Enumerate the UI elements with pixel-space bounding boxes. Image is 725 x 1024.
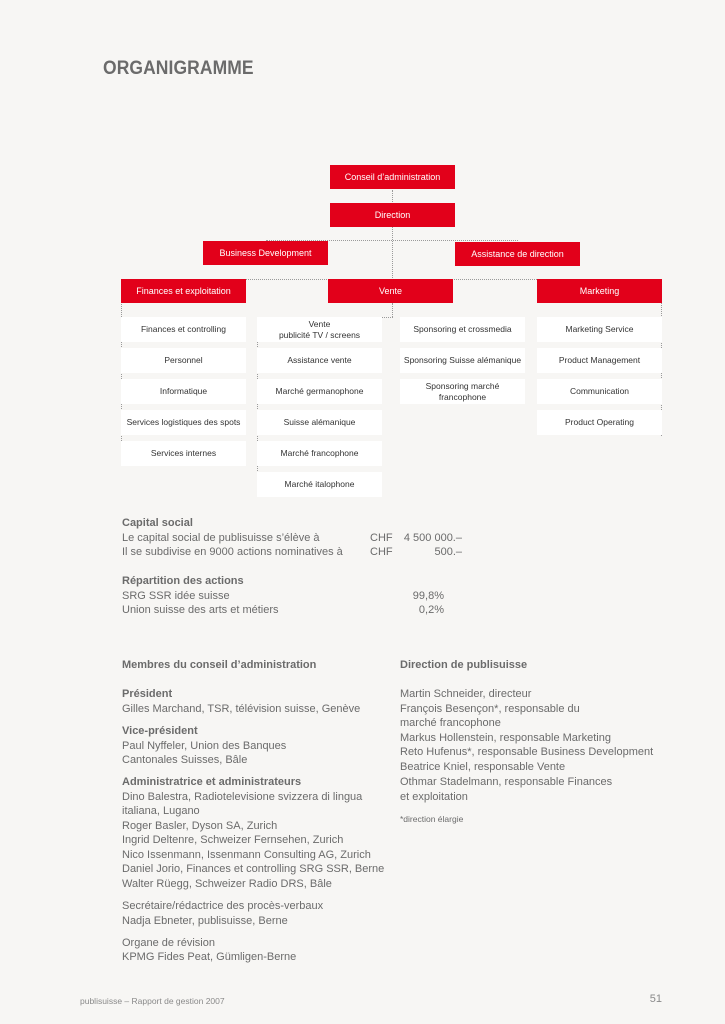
- shares-row-label: Union suisse des arts et métiers: [122, 604, 279, 616]
- direction-line: Markus Hollenstein, responsable Marketing: [400, 732, 611, 744]
- org-vente-box: Vente: [328, 279, 453, 303]
- shares-heading: Répartition des actions: [122, 575, 244, 587]
- vice-title: Vice-président: [122, 725, 198, 737]
- org-marketing-box: Marketing: [537, 279, 662, 303]
- admin-line: Ingrid Deltenre, Schweizer Fernsehen, Zurich: [122, 834, 344, 846]
- org-finances-item: Finances et controlling: [121, 317, 246, 342]
- direction-line: François Besençon*, responsable du: [400, 703, 580, 715]
- org-marketing-item: Product Operating: [537, 410, 662, 435]
- org-finances-item: Informatique: [121, 379, 246, 404]
- admin-line: Walter Rüegg, Schweizer Radio DRS, Bâle: [122, 878, 332, 890]
- org-finances-box: Finances et exploitation: [121, 279, 246, 303]
- org-vente-item: Suisse alémanique: [257, 410, 382, 435]
- org-vente-item: Marché italophone: [257, 472, 382, 497]
- direction-line: Martin Schneider, directeur: [400, 688, 532, 700]
- direction-heading: Direction de publisuisse: [400, 659, 528, 671]
- admins-title: Administratrice et administrateurs: [122, 776, 302, 788]
- direction-line: et exploitation: [400, 791, 468, 803]
- president-title: Président: [122, 688, 173, 700]
- footer-left: publisuisse – Rapport de gestion 2007: [80, 996, 225, 1006]
- org-vente-item: Marché francophone: [257, 441, 382, 466]
- org-sponsoring-item: Sponsoring et crossmedia: [400, 317, 525, 342]
- secretary-line: Secrétaire/rédactrice des procès-verbaux: [122, 900, 324, 912]
- org-finances-item: Services internes: [121, 441, 246, 466]
- org-business-development-box: Business Development: [203, 241, 328, 265]
- org-marketing-item: Marketing Service: [537, 317, 662, 342]
- capital-row-label: Il se subdivise en 9000 actions nominatives à: [122, 546, 343, 558]
- shares-row-label: SRG SSR idée suisse: [122, 590, 230, 602]
- shares-row-value: 99,8%: [412, 590, 444, 602]
- org-sponsoring-item: Sponsoring Suisse alémanique: [400, 348, 525, 373]
- direction-line: Beatrice Kniel, responsable Vente: [400, 761, 566, 773]
- org-finances-item: Services logistiques des spots: [121, 410, 246, 435]
- admin-line: Nico Issenmann, Issenmann Consulting AG, Zurich: [122, 849, 371, 861]
- connector-vente-vertical: [257, 317, 258, 497]
- capital-row-currency: CHF: [370, 546, 393, 558]
- org-sponsoring-item: Sponsoring marché francophone: [400, 379, 525, 404]
- admin-line: Roger Basler, Dyson SA, Zurich: [122, 820, 278, 832]
- org-vente-item: Vente publicité TV / screens: [257, 317, 382, 342]
- page-number: 51: [649, 993, 662, 1005]
- org-direction-box: Direction: [330, 203, 455, 227]
- secretary-line: Nadja Ebneter, publisuisse, Berne: [122, 915, 288, 927]
- president-name: Gilles Marchand, TSR, télévision suisse, Genève: [122, 703, 361, 715]
- capital-row-amount: 500.–: [434, 546, 462, 558]
- audit-line: Organe de révision: [122, 937, 215, 949]
- capital-row-label: Le capital social de publisuisse s’élève à: [122, 532, 320, 544]
- board-heading: Membres du conseil d’administration: [122, 659, 317, 671]
- admin-line: Dino Balestra, Radiotelevisione svizzera di lingua: [122, 791, 363, 803]
- org-marketing-item: Product Management: [537, 348, 662, 373]
- direction-line: Reto Hufenus*, responsable Business Development: [400, 746, 654, 758]
- org-vente-item: Assistance vente: [257, 348, 382, 373]
- connector-vente-stub: [392, 303, 393, 317]
- page-title: ORGANIGRAMME: [103, 58, 254, 79]
- audit-line: KPMG Fides Peat, Gümligen-Berne: [122, 951, 297, 963]
- capital-heading: Capital social: [122, 517, 193, 529]
- shares-row-value: 0,2%: [418, 604, 444, 616]
- vice-line: Paul Nyffeler, Union des Banques: [122, 740, 287, 752]
- capital-row-amount: 4 500 000.–: [403, 532, 462, 544]
- capital-row-currency: CHF: [370, 532, 393, 544]
- direction-line: marché francophone: [400, 717, 501, 729]
- org-board-box: Conseil d’administration: [330, 165, 455, 189]
- admin-line: italiana, Lugano: [122, 805, 200, 817]
- org-assistance-direction-box: Assistance de direction: [455, 242, 580, 266]
- org-finances-item: Personnel: [121, 348, 246, 373]
- org-marketing-item: Communication: [537, 379, 662, 404]
- direction-footnote: *direction élargie: [400, 814, 464, 824]
- admin-line: Daniel Jorio, Finances et controlling SRG SSR, Berne: [122, 863, 385, 875]
- vice-line: Cantonales Suisses, Bâle: [122, 754, 248, 766]
- direction-line: Othmar Stadelmann, responsable Finances: [400, 776, 613, 788]
- org-vente-item: Marché germanophone: [257, 379, 382, 404]
